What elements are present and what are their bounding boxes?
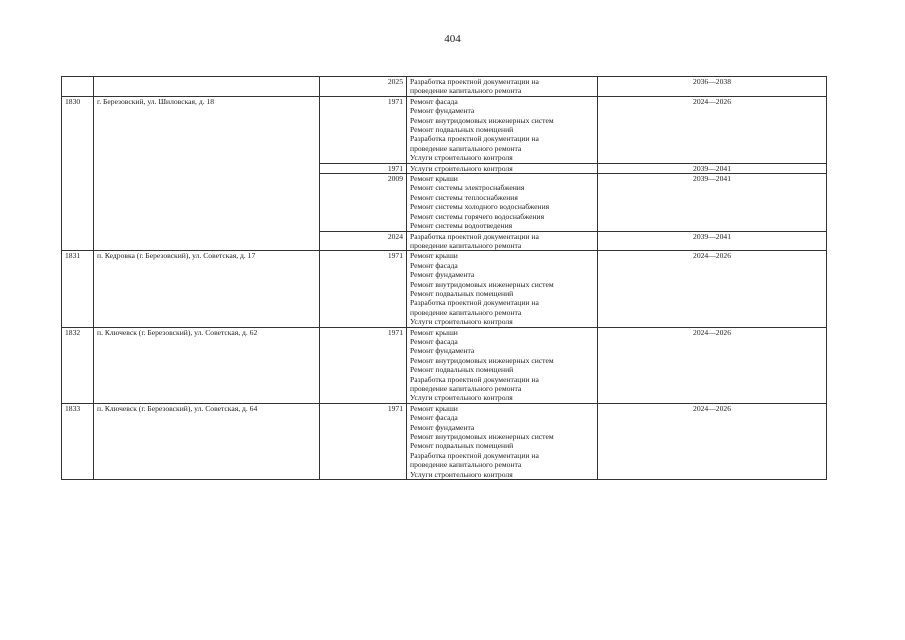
work-item: Ремонт крыши xyxy=(410,174,458,184)
row-number: 1830 xyxy=(62,96,94,251)
period-cell: 2039—2041 xyxy=(598,163,827,173)
work-item: Разработка проектной документации на xyxy=(410,77,539,86)
period-cell: 2024—2026 xyxy=(598,96,827,163)
work-item: Услуги строительного контроля xyxy=(410,469,513,479)
work-item: Ремонт системы водоотведения xyxy=(410,221,513,231)
work-item: Услуги строительного контроля xyxy=(410,163,513,173)
row-number: 1833 xyxy=(62,403,94,479)
address-cell: г. Березовский, ул. Шиловская, д. 18 xyxy=(94,96,320,251)
work-item: Ремонт подвальных помещений xyxy=(410,288,514,298)
year-cell: 1971 xyxy=(320,251,407,327)
work-item: Ремонт крыши xyxy=(410,327,458,337)
work-item: Ремонт фундамента xyxy=(410,422,475,432)
year-cell: 1971 xyxy=(320,403,407,479)
row-number xyxy=(62,77,94,97)
year-cell: 2009 xyxy=(320,174,407,231)
work-item: Ремонт подвальных помещений xyxy=(410,365,514,375)
work-item: проведение капитального ремонта xyxy=(410,143,522,153)
period-cell: 2024—2026 xyxy=(598,251,827,327)
work-item: Ремонт подвальных помещений xyxy=(410,125,514,135)
year-cell: 2025 xyxy=(320,77,407,97)
row-number: 1832 xyxy=(62,327,94,403)
work-item: Разработка проектной документации на xyxy=(410,450,539,460)
table-row xyxy=(62,251,827,327)
repair-schedule-table xyxy=(61,76,827,480)
work-item: Ремонт фасада xyxy=(410,336,458,346)
table-body xyxy=(62,77,827,480)
works-cell xyxy=(407,163,598,173)
table-row xyxy=(62,77,827,97)
work-item: проведение капитального ремонта xyxy=(410,240,522,250)
period-cell: 2039—2041 xyxy=(598,231,827,251)
work-item: Разработка проектной документации на xyxy=(410,134,539,144)
period-cell: 2036—2038 xyxy=(598,77,827,97)
work-item: Ремонт фасада xyxy=(410,413,458,423)
work-item: Разработка проектной документации на xyxy=(410,231,539,241)
work-item: проведение капитального ремонта xyxy=(410,460,522,470)
work-item: проведение капитального ремонта xyxy=(410,307,522,317)
work-item: Ремонт системы холодного водоснабжения xyxy=(410,202,550,212)
work-item: Ремонт фасада xyxy=(410,260,458,270)
work-item: Ремонт внутридомовых инженерных систем xyxy=(410,115,554,125)
work-item: Ремонт фундамента xyxy=(410,346,475,356)
work-item: Разработка проектной документации на xyxy=(410,374,539,384)
work-item: Ремонт внутридомовых инженерных систем xyxy=(410,279,554,289)
table-row xyxy=(62,96,827,163)
work-item: Ремонт подвальных помещений xyxy=(410,441,514,451)
work-item: Ремонт крыши xyxy=(410,251,458,261)
year-cell: 2024 xyxy=(320,231,407,251)
work-item: Ремонт внутридомовых инженерных систем xyxy=(410,432,554,442)
work-item: Услуги строительного контроля xyxy=(410,393,513,403)
work-item: Ремонт системы горячего водоснабжения xyxy=(410,211,545,221)
works-cell xyxy=(407,174,598,231)
works-cell xyxy=(407,77,598,97)
work-item: Ремонт фундамента xyxy=(410,270,475,280)
work-item: проведение капитального ремонта xyxy=(410,384,522,393)
works-cell xyxy=(407,96,598,163)
work-item: Ремонт системы электроснабжения xyxy=(410,183,525,193)
work-item: Ремонт фундамента xyxy=(410,106,475,116)
work-item: Ремонт системы теплоснабжения xyxy=(410,192,518,202)
table-row xyxy=(62,327,827,403)
work-item: Услуги строительного контроля xyxy=(410,317,513,327)
work-item: проведение капитального ремонта xyxy=(410,86,522,96)
work-item: Услуги строительного контроля xyxy=(410,153,513,163)
works-cell xyxy=(407,231,598,251)
works-cell xyxy=(407,327,598,403)
works-cell xyxy=(407,403,598,479)
year-cell: 1971 xyxy=(320,327,407,403)
work-item: Ремонт фасада xyxy=(410,96,458,106)
address-cell: п. Ключевск (г. Березовский), ул. Советская, д. 62 xyxy=(94,327,320,403)
work-item: Разработка проектной документации на xyxy=(410,298,539,308)
work-item: Ремонт крыши xyxy=(410,403,458,413)
works-cell xyxy=(407,251,598,327)
address-cell: п. Кедровка (г. Березовский), ул. Советская, д. 17 xyxy=(94,251,320,327)
year-cell: 1971 xyxy=(320,163,407,173)
year-cell: 1971 xyxy=(320,96,407,163)
row-number: 1831 xyxy=(62,251,94,327)
period-cell: 2024—2026 xyxy=(598,403,827,479)
page-number: 404 xyxy=(444,33,461,45)
address-cell: п. Ключевск (г. Березовский), ул. Советская, д. 64 xyxy=(94,403,320,479)
address-cell xyxy=(94,77,320,97)
period-cell: 2039—2041 xyxy=(598,174,827,231)
work-item: Ремонт внутридомовых инженерных систем xyxy=(410,355,554,365)
period-cell: 2024—2026 xyxy=(598,327,827,403)
table-row xyxy=(62,403,827,479)
